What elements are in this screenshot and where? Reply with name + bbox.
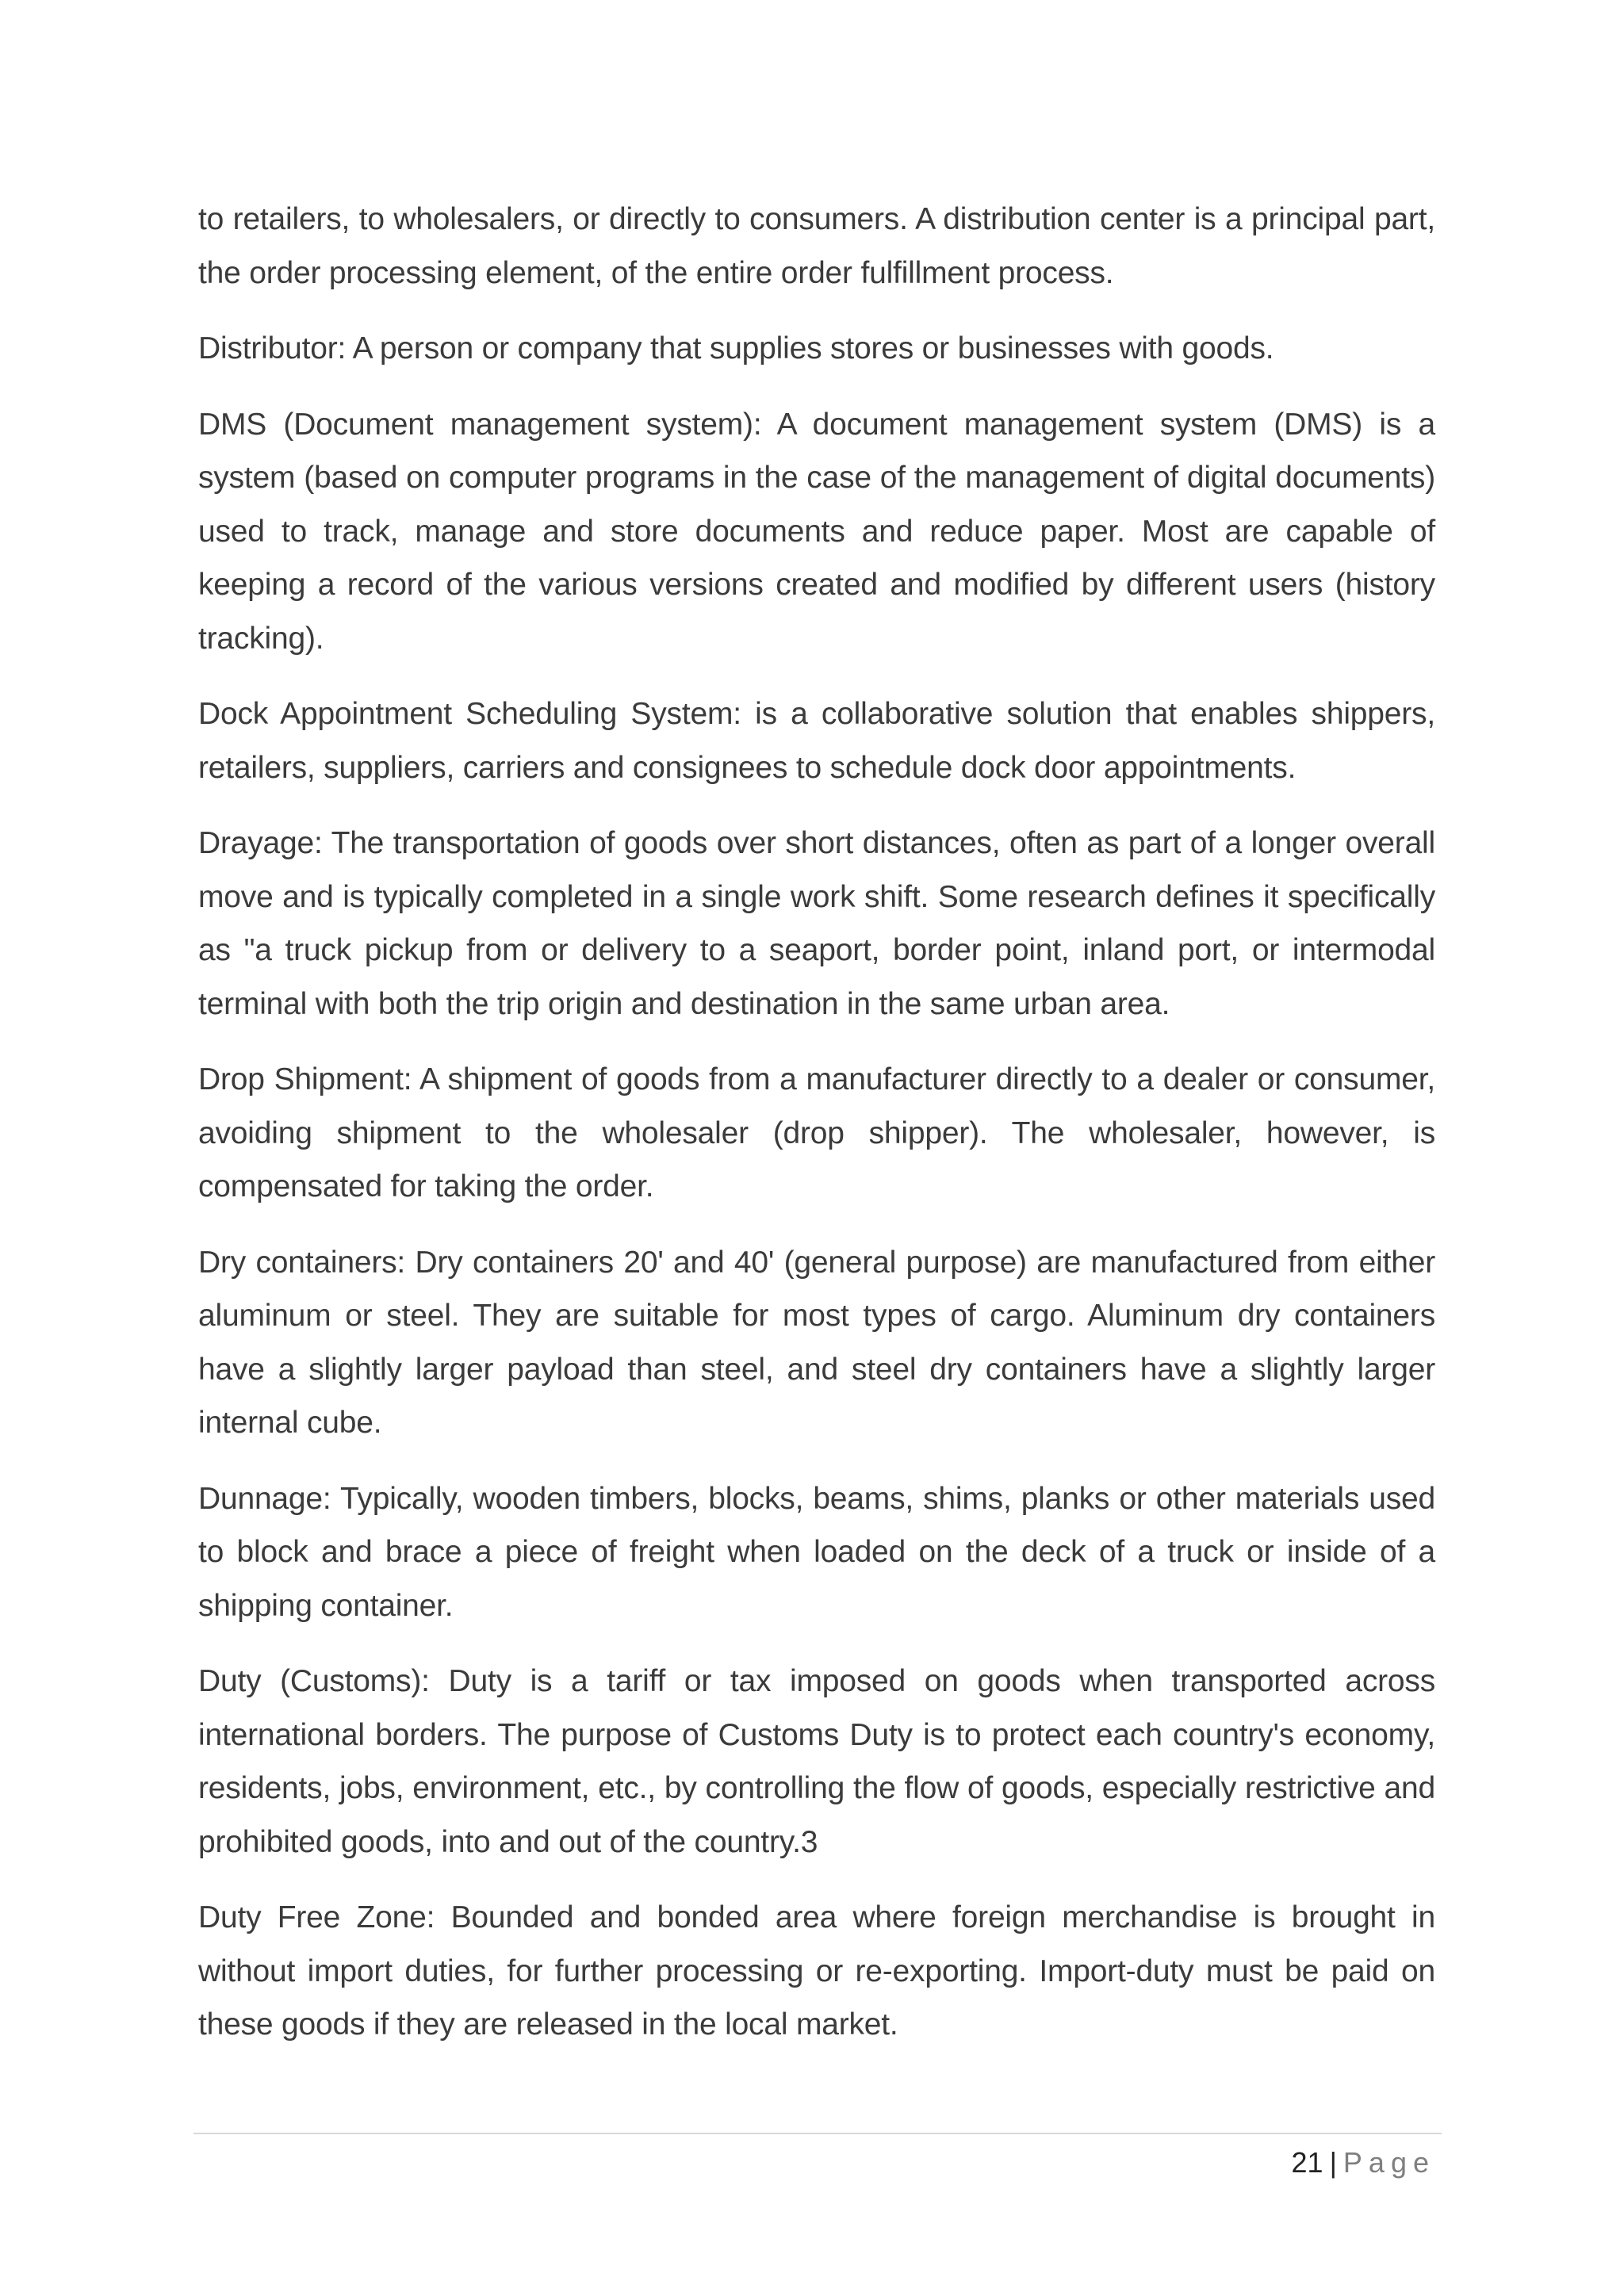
paragraph-drayage: Drayage: The transportation of goods over short distances, often as part of a longer overall move and is typically completed in a single work shift. Some research defines it specifically as "a truck pickup from or delivery to a seaport, border point, inland port, or intermodal terminal with both the trip origin and destination in the same urban area. bbox=[198, 826, 1435, 1021]
paragraph-dms: DMS (Document management system): A document management system (DMS) is a system (based on computer programs in the case of the management of digital documents) used to track, manage and store documents and reduce paper. Most are capable of keeping a record of the various versions created and modified by different users (history tracking). bbox=[198, 407, 1435, 656]
paragraph-dock-appointment: Dock Appointment Scheduling System: is a collaborative solution that enables shippers, retailers, suppliers, carriers and consignees to schedule dock door appointments. bbox=[198, 697, 1435, 785]
paragraph-dunnage: Dunnage: Typically, wooden timbers, blocks, beams, shims, planks or other materials used to block and brace a piece of freight when loaded on the deck of a truck or inside of a shipping container. bbox=[198, 1481, 1435, 1623]
paragraph-distribution-center-continued: to retailers, to wholesalers, or directly to consumers. A distribution center is a principal part, the order processing element, of the entire order fulfillment process. bbox=[198, 202, 1435, 290]
page-label: Page bbox=[1342, 2146, 1435, 2179]
page-footer bbox=[1292, 2141, 1435, 2185]
paragraph-duty-free-zone: Duty Free Zone: Bounded and bonded area where foreign merchandise is brought in without import duties, for further processing or re-exporting. Import-duty must be paid on these goods if they are released in the local market. bbox=[198, 1900, 1435, 2042]
page-number: 21 bbox=[1291, 2146, 1323, 2179]
paragraph-drop-shipment: Drop Shipment: A shipment of goods from a manufacturer directly to a dealer or consumer, avoiding shipment to the wholesaler (drop shipper). The wholesaler, however, is compensated for taking the order. bbox=[198, 1062, 1435, 1203]
footer-divider bbox=[193, 2133, 1442, 2134]
page-body bbox=[198, 193, 1435, 2074]
paragraph-duty-customs: Duty (Customs): Duty is a tariff or tax imposed on goods when transported across international borders. The purpose of Customs Duty is to protect each country's economy, residents, jobs, environment, etc., by controlling the flow of goods, especially restrictive and prohibited goods, into and out of the country.3 bbox=[198, 1664, 1435, 1859]
paragraph-distributor: Distributor: A person or company that supplies stores or businesses with goods. bbox=[198, 331, 1274, 365]
footer-separator: | bbox=[1329, 2146, 1337, 2179]
paragraph-dry-containers: Dry containers: Dry containers 20' and 40' (general purpose) are manufactured from either aluminum or steel. They are suitable for most types of cargo. Aluminum dry containers have a slightly larger payload than steel, and steel dry containers have a slightly larger internal cube. bbox=[198, 1245, 1435, 1440]
